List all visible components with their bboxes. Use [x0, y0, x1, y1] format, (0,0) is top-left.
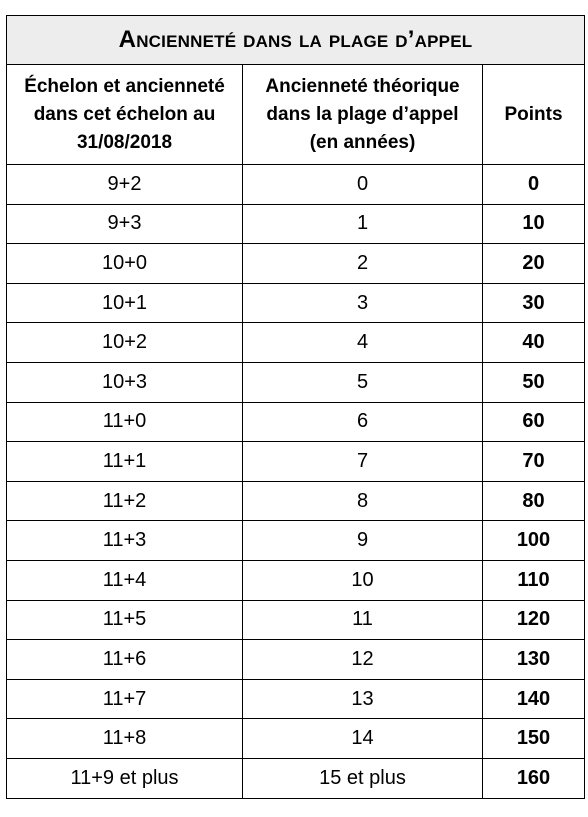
points-cell: 130	[483, 640, 585, 680]
points-cell: 40	[483, 323, 585, 363]
anciennete-cell: 12	[243, 640, 483, 680]
anciennete-cell: 8	[243, 481, 483, 521]
anciennete-cell: 3	[243, 283, 483, 323]
table-row	[7, 758, 585, 798]
anciennete-cell: 0	[243, 165, 483, 205]
table-row	[7, 204, 585, 244]
header-row	[7, 65, 585, 165]
points-cell: 70	[483, 442, 585, 482]
anciennete-cell: 1	[243, 204, 483, 244]
table-row	[7, 521, 585, 561]
points-cell: 0	[483, 165, 585, 205]
echelon-cell: 9+2	[7, 165, 243, 205]
points-cell: 10	[483, 204, 585, 244]
header-echelon-line: Échelon et ancienneté	[24, 75, 225, 97]
points-cell: 60	[483, 402, 585, 442]
table-row	[7, 442, 585, 482]
echelon-cell: 11+1	[7, 442, 243, 482]
anciennete-cell: 15 et plus	[243, 758, 483, 798]
anciennete-cell: 6	[243, 402, 483, 442]
table-row	[7, 560, 585, 600]
points-cell: 110	[483, 560, 585, 600]
table-row	[7, 600, 585, 640]
anciennete-cell: 9	[243, 521, 483, 561]
anciennete-cell: 10	[243, 560, 483, 600]
points-cell: 120	[483, 600, 585, 640]
points-cell: 20	[483, 244, 585, 284]
echelon-cell: 11+9 et plus	[7, 758, 243, 798]
header-anciennete-line: dans la plage d’appel	[266, 103, 459, 125]
seniority-table-container	[6, 15, 584, 799]
echelon-cell: 10+1	[7, 283, 243, 323]
table-row	[7, 719, 585, 759]
table-row	[7, 679, 585, 719]
echelon-cell: 10+0	[7, 244, 243, 284]
header-echelon	[7, 65, 243, 165]
echelon-cell: 11+8	[7, 719, 243, 759]
echelon-cell: 11+6	[7, 640, 243, 680]
table-row	[7, 165, 585, 205]
table-row	[7, 283, 585, 323]
points-cell: 160	[483, 758, 585, 798]
seniority-points-table	[6, 15, 585, 799]
anciennete-cell: 5	[243, 362, 483, 402]
table-row	[7, 323, 585, 363]
anciennete-cell: 7	[243, 442, 483, 482]
anciennete-cell: 4	[243, 323, 483, 363]
echelon-cell: 11+0	[7, 402, 243, 442]
table-row	[7, 362, 585, 402]
table-title: Ancienneté dans la plage d’appel	[7, 16, 585, 65]
title-row	[7, 16, 585, 65]
echelon-cell: 11+4	[7, 560, 243, 600]
anciennete-cell: 13	[243, 679, 483, 719]
echelon-cell: 11+7	[7, 679, 243, 719]
header-anciennete	[243, 65, 483, 165]
header-echelon-line: 31/08/2018	[76, 131, 173, 153]
table-row	[7, 244, 585, 284]
echelon-cell: 11+2	[7, 481, 243, 521]
header-echelon-line: dans cet échelon au	[33, 103, 216, 125]
echelon-cell: 10+3	[7, 362, 243, 402]
header-anciennete-line: (en années)	[309, 131, 416, 153]
header-anciennete-line: Ancienneté théorique	[265, 75, 460, 97]
table-row	[7, 402, 585, 442]
header-points-label: Points	[504, 103, 563, 125]
echelon-cell: 11+3	[7, 521, 243, 561]
anciennete-cell: 11	[243, 600, 483, 640]
points-cell: 30	[483, 283, 585, 323]
points-cell: 150	[483, 719, 585, 759]
echelon-cell: 11+5	[7, 600, 243, 640]
points-cell: 100	[483, 521, 585, 561]
header-points	[483, 65, 585, 165]
points-cell: 80	[483, 481, 585, 521]
echelon-cell: 10+2	[7, 323, 243, 363]
points-cell: 50	[483, 362, 585, 402]
anciennete-cell: 14	[243, 719, 483, 759]
table-row	[7, 481, 585, 521]
points-cell: 140	[483, 679, 585, 719]
anciennete-cell: 2	[243, 244, 483, 284]
echelon-cell: 9+3	[7, 204, 243, 244]
table-row	[7, 640, 585, 680]
